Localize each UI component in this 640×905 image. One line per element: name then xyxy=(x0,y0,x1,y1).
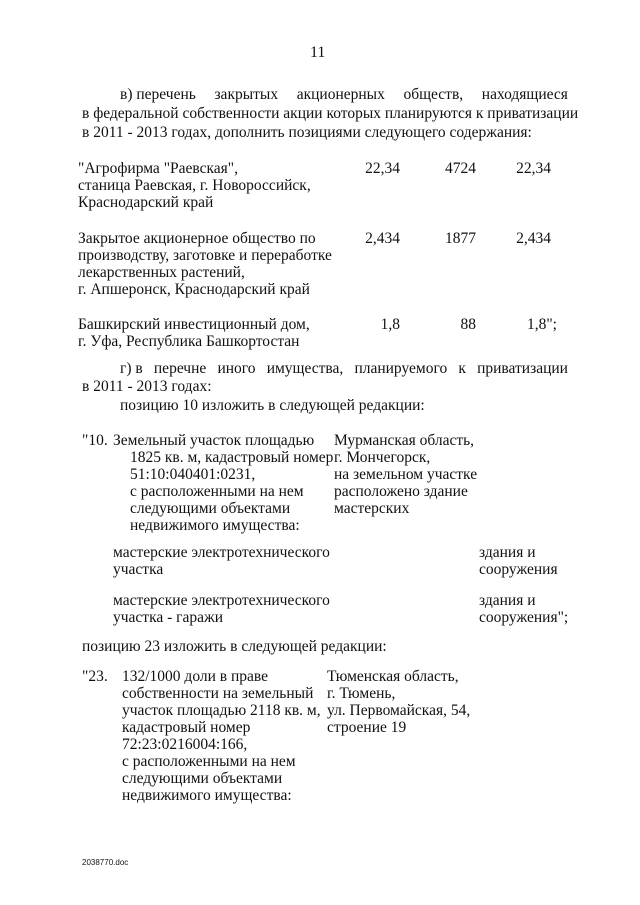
company-2-value-3: 2,434 xyxy=(516,230,551,247)
text-line: г. Мончегорск, xyxy=(334,449,431,466)
word: г) в xyxy=(120,360,143,377)
text-line: кадастровый номер xyxy=(122,719,251,736)
item-10-sub-2-type xyxy=(479,592,568,626)
text-line: сооружения"; xyxy=(479,609,569,626)
text-line: недвижимого имущества: xyxy=(122,787,292,804)
item-10-description xyxy=(113,432,333,534)
word: к xyxy=(458,360,466,377)
word: в) перечень xyxy=(120,86,196,103)
word: иного xyxy=(217,360,256,377)
text-line: здания и xyxy=(479,544,536,561)
item-10-sub-1-type xyxy=(479,544,558,578)
text-line: ул. Первомайская, 54, xyxy=(327,702,471,719)
company-2-value-1: 2,434 xyxy=(365,230,400,247)
text-line: Тюменская область, xyxy=(327,668,459,685)
company-1-value-3: 22,34 xyxy=(516,160,551,177)
item-23-intro: позицию 23 изложить в следующей редакции: xyxy=(82,638,387,655)
company-2-name xyxy=(78,230,332,298)
text-line: с расположенными на нем xyxy=(122,753,296,770)
text-line: Башкирский инвестиционный дом, xyxy=(78,316,310,333)
word: приватизации xyxy=(477,360,568,377)
company-3-value-3: 1,8"; xyxy=(526,316,557,333)
text-line: г. Апшеронск, Краснодарский край xyxy=(78,281,310,298)
section-v-line1 xyxy=(82,86,568,103)
text-line: мастерские электротехнического xyxy=(113,592,330,609)
text-line: строение 19 xyxy=(327,719,407,736)
text-line: г. Уфа, Республика Башкортостан xyxy=(78,333,300,350)
text-line: Земельный участок площадью xyxy=(113,432,315,449)
text-line: "Агрофирма "Раевская", xyxy=(78,160,239,177)
item-23-number: "23. xyxy=(82,668,108,685)
text-line: 72:23:0216004:166, xyxy=(122,736,248,753)
word: перечне xyxy=(153,360,207,377)
text-line: участок площадью 2118 кв. м, xyxy=(122,702,321,719)
text-line: г. Тюмень, xyxy=(327,685,396,702)
text-line: на земельном участке xyxy=(334,466,478,483)
text-line: 132/1000 доли в праве xyxy=(122,668,268,685)
text-line: мастерских xyxy=(334,500,410,517)
text-line: следующими объектами xyxy=(130,500,291,517)
company-1-value-1: 22,34 xyxy=(365,160,400,177)
text-line: Краснодарский край xyxy=(78,194,214,211)
company-3-value-2: 88 xyxy=(460,316,476,333)
item-10-sub-2-name xyxy=(113,592,330,626)
word: закрытых xyxy=(214,86,279,103)
text-line: Мурманская область, xyxy=(334,432,475,449)
company-1-name xyxy=(78,160,311,211)
item-23-location xyxy=(327,668,470,736)
section-g-line1 xyxy=(120,360,568,377)
text-line: производству, заготовке и переработке xyxy=(78,247,332,264)
text-line: 51:10:040401:0231, xyxy=(130,466,256,483)
text-line: сооружения xyxy=(479,561,558,578)
section-v-line2: в федеральной собственности акции которых планируются к приватизации xyxy=(82,105,579,122)
section-v-line3: в 2011 - 2013 годах, дополнить позициями следующего содержания: xyxy=(82,124,532,141)
item-10-number: "10. xyxy=(82,432,108,449)
company-1-value-2: 4724 xyxy=(445,160,476,177)
text-line: здания и xyxy=(479,592,536,609)
text-line: расположено здание xyxy=(334,483,468,500)
word: находящиеся xyxy=(481,86,568,103)
text-line: недвижимого имущества: xyxy=(130,517,300,534)
section-g-line3: позицию 10 изложить в следующей редакции: xyxy=(120,397,425,414)
text-line: мастерские электротехнического xyxy=(113,544,330,561)
text-line: участка xyxy=(113,561,164,578)
text-line: Закрытое акционерное общество по xyxy=(78,230,316,247)
item-10-location xyxy=(334,432,477,517)
word: планируемого xyxy=(354,360,448,377)
text-line: лекарственных растений, xyxy=(78,264,245,281)
item-23-description xyxy=(122,668,321,804)
footer-filename: 2038770.doc xyxy=(82,858,129,867)
word: акционерных xyxy=(296,86,385,103)
word: обществ, xyxy=(403,86,464,103)
text-line: следующими объектами xyxy=(122,770,283,787)
company-3-value-1: 1,8 xyxy=(380,316,400,333)
company-3-name xyxy=(78,316,310,350)
text-line: 1825 кв. м, кадастровый номер xyxy=(130,449,334,466)
text-line: участка - гаражи xyxy=(113,609,224,626)
text-line: с расположенными на нем xyxy=(130,483,304,500)
item-10-sub-1-name xyxy=(113,544,330,578)
text-line: станица Раевская, г. Новороссийск, xyxy=(78,177,311,194)
text-line: собственности на земельный xyxy=(122,685,314,702)
company-2-value-2: 1877 xyxy=(445,230,476,247)
section-g-line2: в 2011 - 2013 годах: xyxy=(82,378,212,395)
word: имущества, xyxy=(266,360,344,377)
page-number: 11 xyxy=(310,44,326,61)
